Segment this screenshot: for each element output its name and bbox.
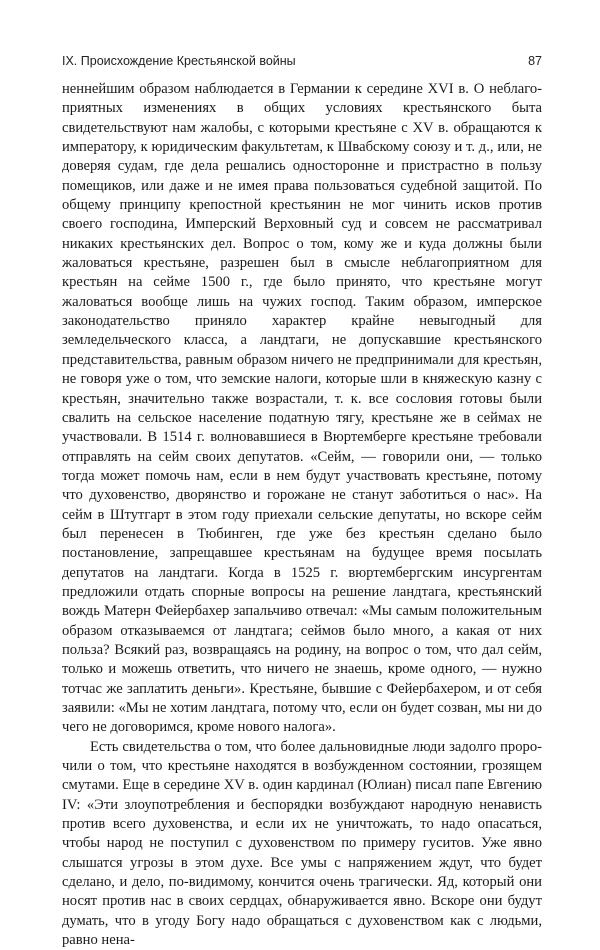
paragraph: Есть свидетельства о том, что более дальновидные люди задолго пророчили о том, что крестьяне находятся в возбужденном состоянии, грозящем смутами. Еще в середине XV в. один кардинал (Юлиан) писал папе Евгению IV: «Эти злоупотребления и беспорядки возбуждают народную ненависть против всего духовенства, и если их не уничтожать, то надо опасаться, чтобы народ не поступил с духовенством по примеру гуситов. Уже явно слышатся угрозы в этом духе. Все умы с напряжением ждут, что будет сделано, и дело, по-видимому, кончится очень трагически. Яд, который они носят против нас в своих сердцах, обнаруживается явно. Вскоре они будут думать, что в угоду Богу надо обращаться с духовенством как с людьми, равно нена- <box>62 738 542 949</box>
body-text <box>62 80 542 950</box>
running-head <box>62 54 542 70</box>
chapter-title: IX. Происхождение Крестьянской войны <box>62 54 296 68</box>
page-number: 87 <box>528 54 542 68</box>
paragraph: неннейшим образом наблюдается в Германии к середине XVI в. О неблагоприятных изменениях в общих условиях крестьянского быта свидетельствуют нам жалобы, с которыми крестьяне с XV в. обращаются к императору, к юридическим факультетам, к Швабскому союзу и т. д., или, не доверяя судам, где дела решались односторонне и пристрастно в пользу помещиков, или даже и не имея права пользоваться судебной защитой. По общему принципу крепостной крестьянин не мог чинить исков против своего господина, Имперский Верховный суд и совсем не рассматривал никаких крестьянских дел. Вопрос о том, кому же и куда должны были жаловаться крестьяне, разрешен был в смысле неблагоприятном для крестьян на сейме 1500 г., где было принято, что крестьяне могут жаловаться вообще лишь на чужих господ. Таким образом, имперское законодательство приняло характер крайне невыгодный для земледельческого класса, а ландтаги, не допускавшие крестьянского представительства, равным образом ничего не предпринимали для крестьян, не говоря уже о том, что земские налоги, которые шли в княжескую казну с крестьян, значительно также возрастали, т. к. все сословия готовы были свалить на сельское население податную тягу, крестьяне же в сеймах не участвовали. В 1514 г. волновавшиеся в Вюртемберге крестьяне требовали отправлять на сейм своих депутатов. «Сейм, — говорили они, — только тогда может помочь нам, если в нем будут участвовать крестьяне, потому что духовенство, дворянство и горожане не станут заботиться о нас». На сейм в Штутгарт в этом году приехали сельские депутаты, но вскоре сейм был перенесен в Тюбинген, где уже без крестьян сделано было постановление, запрещавшее крестьянам на будущее время посылать депутатов на ландтаги. Когда в 1525 г. вюртембергским инсургентам предложили отдать спорные вопросы на решение ландтага, крестьянский вождь Матерн Фейербахер запальчиво отвечал: «Мы самым положительным образом отказываемся от ландтага; сеймов было много, а какая от них польза? Всякий раз, возвращаясь на родину, на вопрос о том, что дал сейм, только и можешь ответить, что ничего не знаешь, кроме одного, — нужно тотчас же заплатить деньги». Крестьяне, бывшие с Фейербахером, и от себя заявили: «Мы не хотим ландтага, потому что, если он будет созван, мы ни до чего не договоримся, кроме нового налога». <box>62 81 542 736</box>
